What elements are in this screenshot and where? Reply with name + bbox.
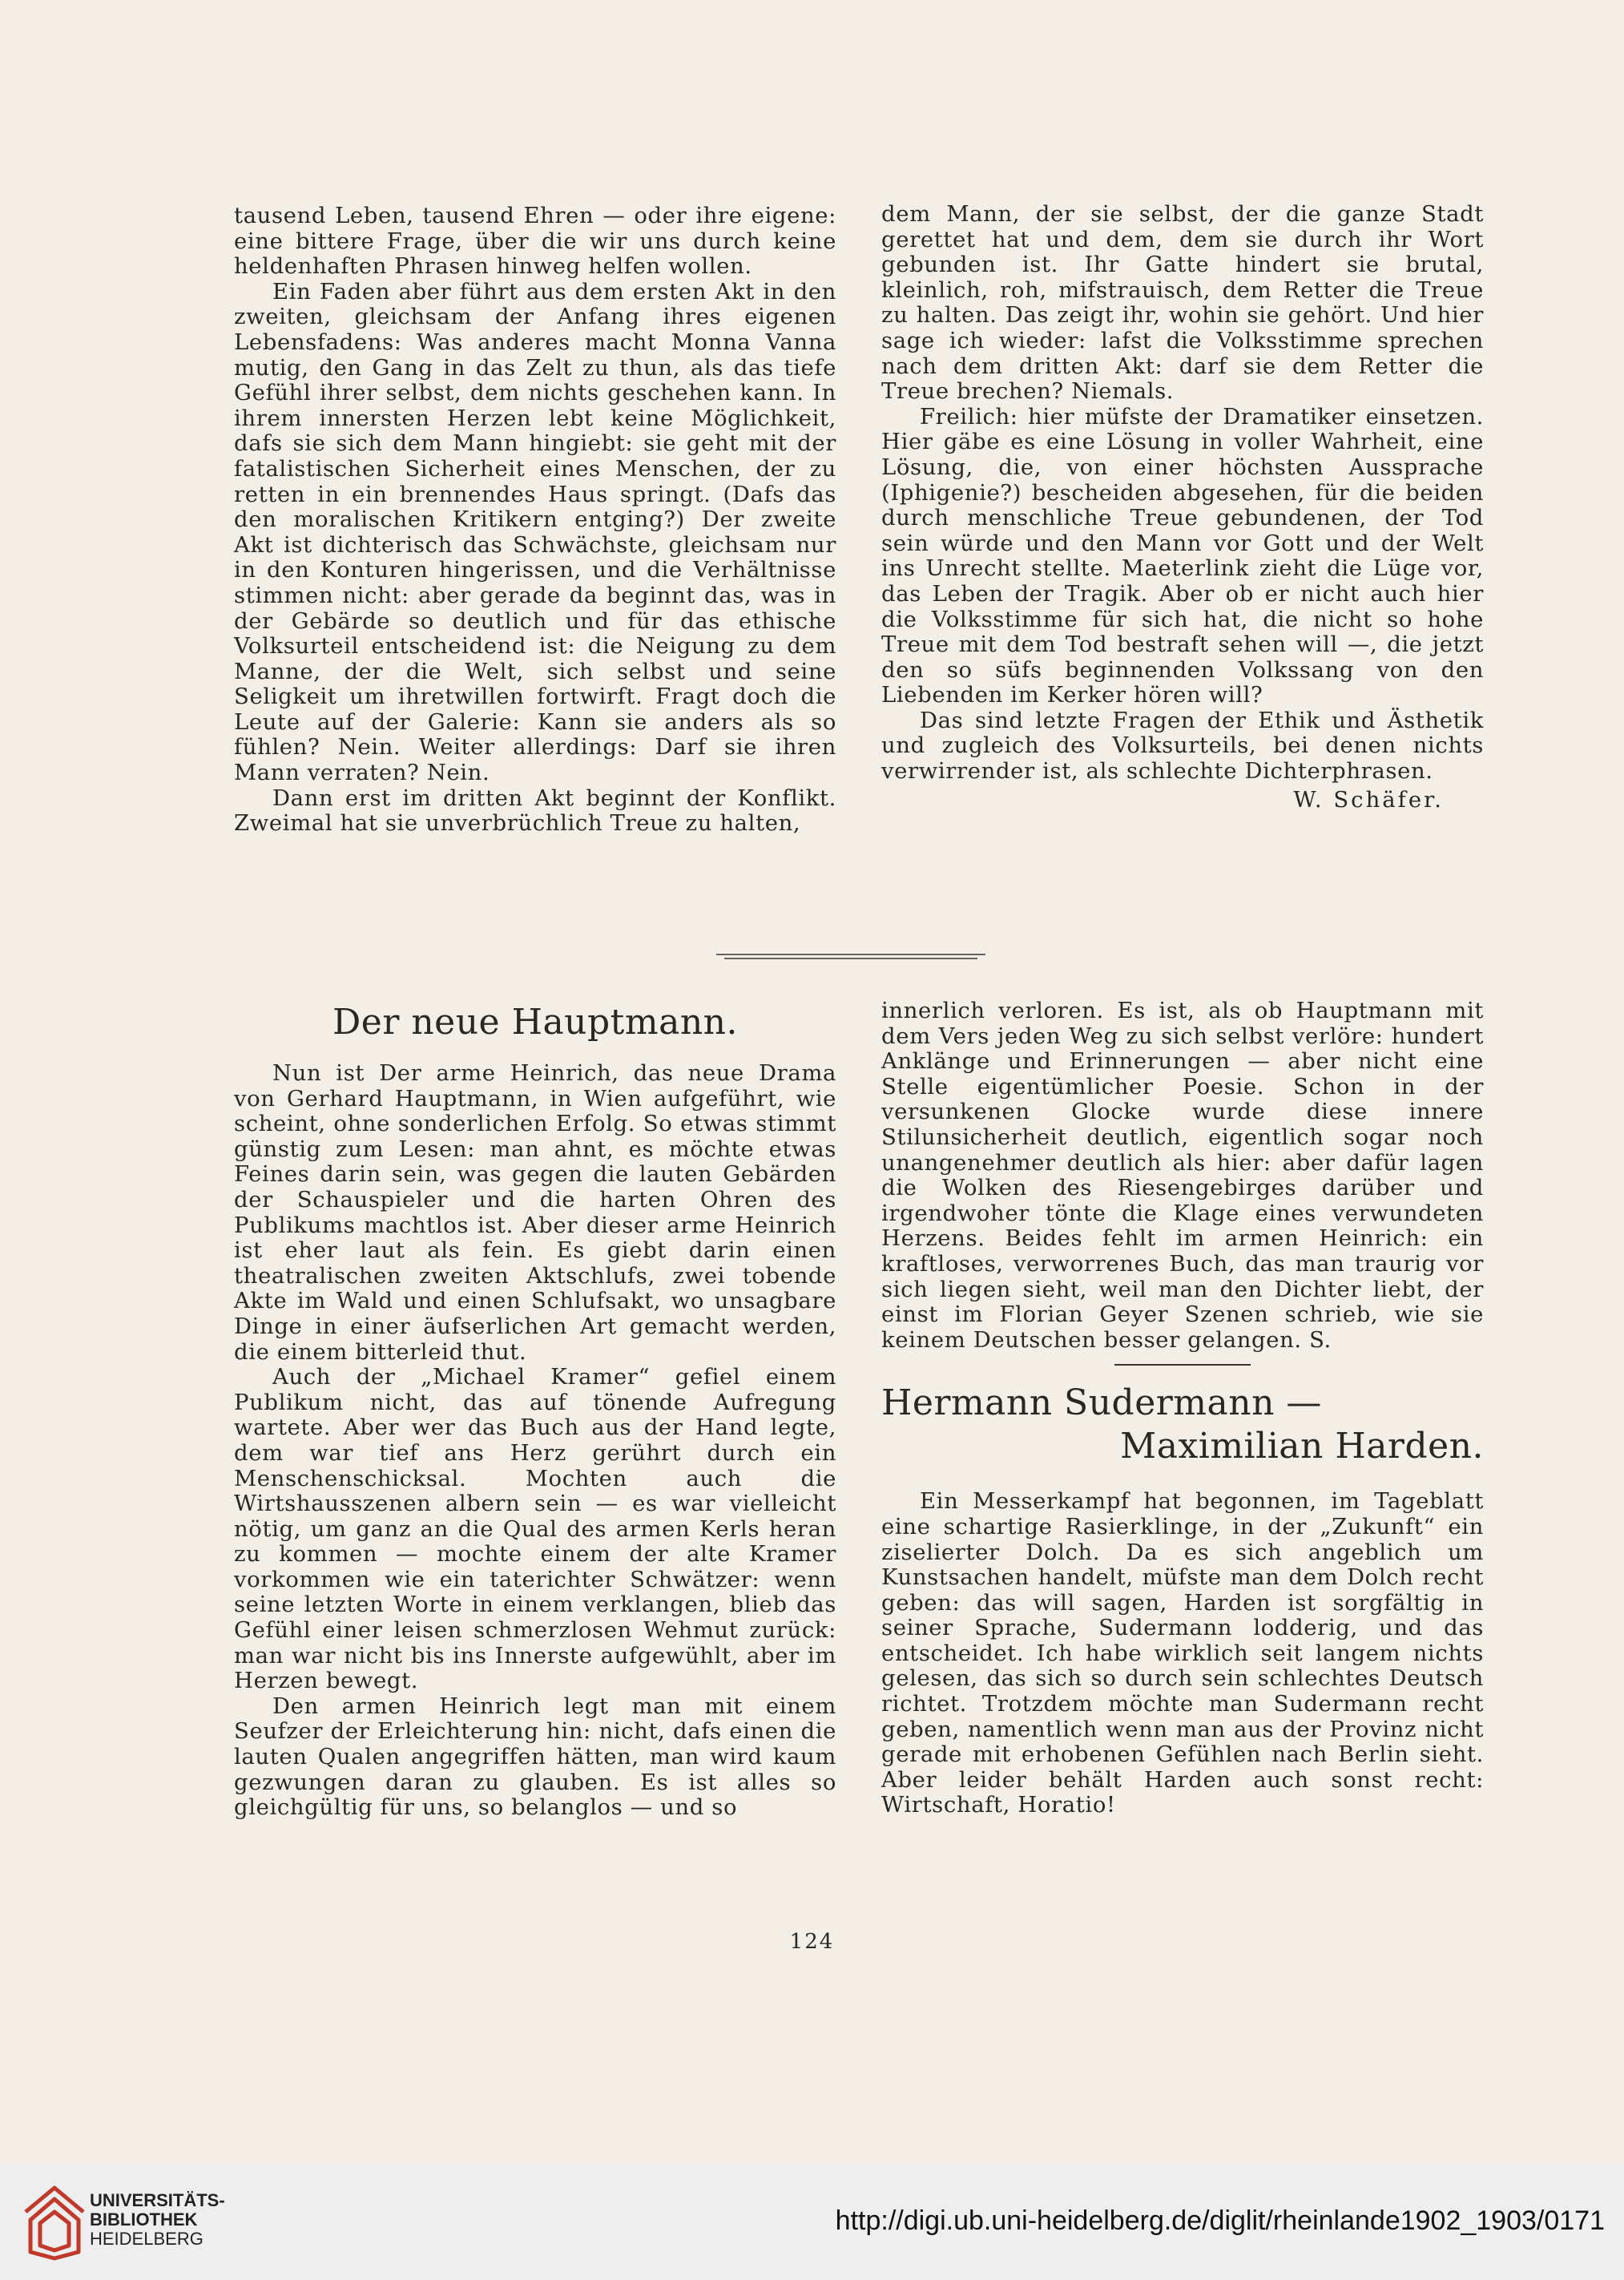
paragraph: Den armen Heinrich legt man mit einem Seufzer der Erleichterung hin: nicht, dafs einen die lauten Qualen angegriffen hätten, man wird kaum gezwungen daran zu glauben. Es ist alles so gleichgültig für uns, so belanglos — und so <box>234 1693 836 1821</box>
paragraph: Auch der „Michael Kramer“ gefiel einem Publikum nicht, das auf tönende Aufregung wartete. Aber wer das Buch aus der Hand legte, dem war tief ans Herz gerührt durch ein Menschenschicksal. Mochten auch die Wirtshausszenen albern sein — es war vielleicht nötig, um ganz an die Qual des armen Kerls heran zu kommen — mochte einem der alte Kramer vorkommen wie ein taterichter Schwätzer: wenn seine letzten Worte in einem verklangen, blieb das Gefühl einer leisen schmerzlosen Wehmut zurück: man war nicht bis ins Innerste aufgewühlt, aber im Herzen bewegt. <box>234 1364 836 1694</box>
paragraph: Nun ist Der arme Heinrich, das neue Drama von Gerhard Hauptmann, in Wien aufgeführt, wie scheint, ohne sonderlichen Erfolg. So etwas stimmt günstig zum Lesen: man ahnt, es möchte etwas Feines darin sein, was gegen die lauten Gebärden der Schauspieler und die harten Ohren des Publikums machtlos ist. Aber dieser arme Heinrich ist eher laut als fein. Es giebt darin einen theatralischen zweiten Aktschlufs, zwei tobende Akte im Wald und einen Schlufsakt, wo unsagbare Dinge in einer äufserlichen Art gemacht werden, die einem bitterleid thut. <box>234 1060 836 1365</box>
paragraph: Ein Messerkampf hat begonnen, im Tageblatt eine schartige Rasierklinge, in der „Zukunft“ ein ziselierter Dolch. Da es sich angeblich um Kunstsachen handelt, müfste man dem Dolch recht geben: das will sagen, Harden ist sorgfältig in seiner Sprache, Sudermann lodderig, und das entscheidet. Ich habe wirklich seit langem nichts gelesen, das sich so durch sein schlechtes Deutsch richtet. Trotzdem möchte man Sudermann recht geben, namentlich wenn man aus der Provinz nicht gerade mit erhobenen Gefühlen nach Berlin sieht. Aber leider behält Harden auch sonst recht: Wirtschaft, Horatio! <box>881 1488 1484 1818</box>
paragraph: innerlich verloren. Es ist, als ob Hauptmann mit dem Vers jeden Weg zu sich selbst verlöre: hundert Anklänge und Erinnerungen — aber nicht eine Stelle eigentümlicher Poesie. Schon in der versunkenen Glocke wurde diese innere Stilunsicherheit deutlich, eigentlich sogar noch unangenehmer deutlich als hier: aber dafür lagen die Wolken des Riesengebirges darüber und irgendwoher tönte die Klage eines verwundeten Herzens. Beides fehlt im armen Heinrich: ein kraftloses, verworrenes Buch, das man traurig vor sich liegen sieht, weil man den Dichter liebt, der einst im Florian Geyer Szenen schrieb, wie sie keinem Deutschen besser gelangen. S. <box>881 998 1484 1353</box>
paragraph: Freilich: hier müfste der Dramatiker einsetzen. Hier gäbe es eine Lösung in voller Wahrheit, eine Lösung, die, von einer höchsten Aussprache (Iphigenie?) bescheiden abgesehen, für die beiden durch menschliche Treue gebundenen, der Tod sein würde und den Mann vor Gott und der Welt ins Unrecht stellte. Maeterlink zieht die Lüge vor, das Leben der Tragik. Aber ob er nicht auch hier die Volksstimme für sich hat, die nicht so hohe Treue mit dem Tod bestraft sehen will —, die jetzt den so süfs beginnenden Volkssang von den Liebenden im Kerker hören will? <box>881 403 1484 708</box>
library-name: UNIVERSITÄTS- BIBLIOTHEK HEIDELBERG <box>90 2190 225 2249</box>
article-title-sudermann <box>881 1382 1484 1468</box>
right-bottom-column <box>881 999 1484 1818</box>
paragraph: tausend Leben, tausend Ehren — oder ihre eigene: eine bittere Frage, über die wir uns durch keine heldenhaften Phrasen hinweg helfen wollen. <box>234 203 836 280</box>
page-number: 124 <box>789 1930 835 1954</box>
hauptmann-article-column-1 <box>234 1002 836 1821</box>
author-signature: W. Schäfer. <box>1293 786 1444 813</box>
footer-bar <box>0 2164 1624 2280</box>
top-left-column <box>234 204 836 837</box>
title-line-1: Hermann Sudermann — <box>881 1382 1322 1424</box>
paragraph: dem Mann, der sie selbst, der die ganze Stadt gerettet hat und dem, dem sie durch ihr Wort gebunden ist. Ihr Gatte hindert sie brutal, kleinlich, roh, mifstrauisch, dem Retter die Treue zu halten. Das zeigt ihr, wohin sie gehört. Und hier sage ich wieder: lafst die Volksstimme sprechen nach dem dritten Akt: darf sie dem Retter die Treue brechen? Niemals. <box>881 201 1484 405</box>
article-title-hauptmann: Der neue Hauptmann. <box>332 1002 738 1043</box>
paragraph: Dann erst im dritten Akt beginnt der Konflikt. Zweimal hat sie unverbrüchlich Treue zu halten, <box>234 785 836 837</box>
title-line-2: Maximilian Harden. <box>1120 1426 1484 1467</box>
ub-heidelberg-logo-icon[interactable] <box>18 2181 91 2262</box>
article-separator <box>1114 1364 1251 1367</box>
paragraph: Das sind letzte Fragen der Ethik und Ästhetik und zugleich des Volksurteils, bei denen nichts verwirrender ist, als schlechte Dichterphrasen. <box>881 707 1484 785</box>
top-right-column <box>881 202 1484 813</box>
section-divider <box>716 950 985 963</box>
source-url-link[interactable]: http://digi.ub.uni-heidelberg.de/diglit/rheinlande1902_1903/0171 <box>835 2205 1605 2236</box>
paragraph: Ein Faden aber führt aus dem ersten Akt in den zweiten, gleichsam der Anfang ihres eigenen Lebensfadens: Was anderes macht Monna Vanna mutig, den Gang in das Zelt zu thun, als das tiefe Gefühl ihrer selbst, dem nichts geschehen kann. In ihrem innersten Herzen lebt keine Möglichkeit, dafs sie sich dem Mann hingiebt: sie geht mit der fatalistischen Sicherheit eines Menschen, der zu retten in ein brennendes Haus springt. (Dafs das den moralischen Kritikern entging?) Der zweite Akt ist dichterisch das Schwächste, gleichsam nur in den Konturen hingerissen, und die Verhältnisse stimmen nicht: aber gerade da beginnt das, was in der Gebärde so deutlich und für das ethische Volksurteil entscheidend ist: die Neigung zu dem Manne, der die Welt, sich selbst und seine Seligkeit um ihretwillen fortwirft. Fragt doch die Leute auf der Galerie: Kann sie anders als so fühlen? Nein. Weiter allerdings: Darf sie ihren Mann verraten? Nein. <box>234 278 836 786</box>
